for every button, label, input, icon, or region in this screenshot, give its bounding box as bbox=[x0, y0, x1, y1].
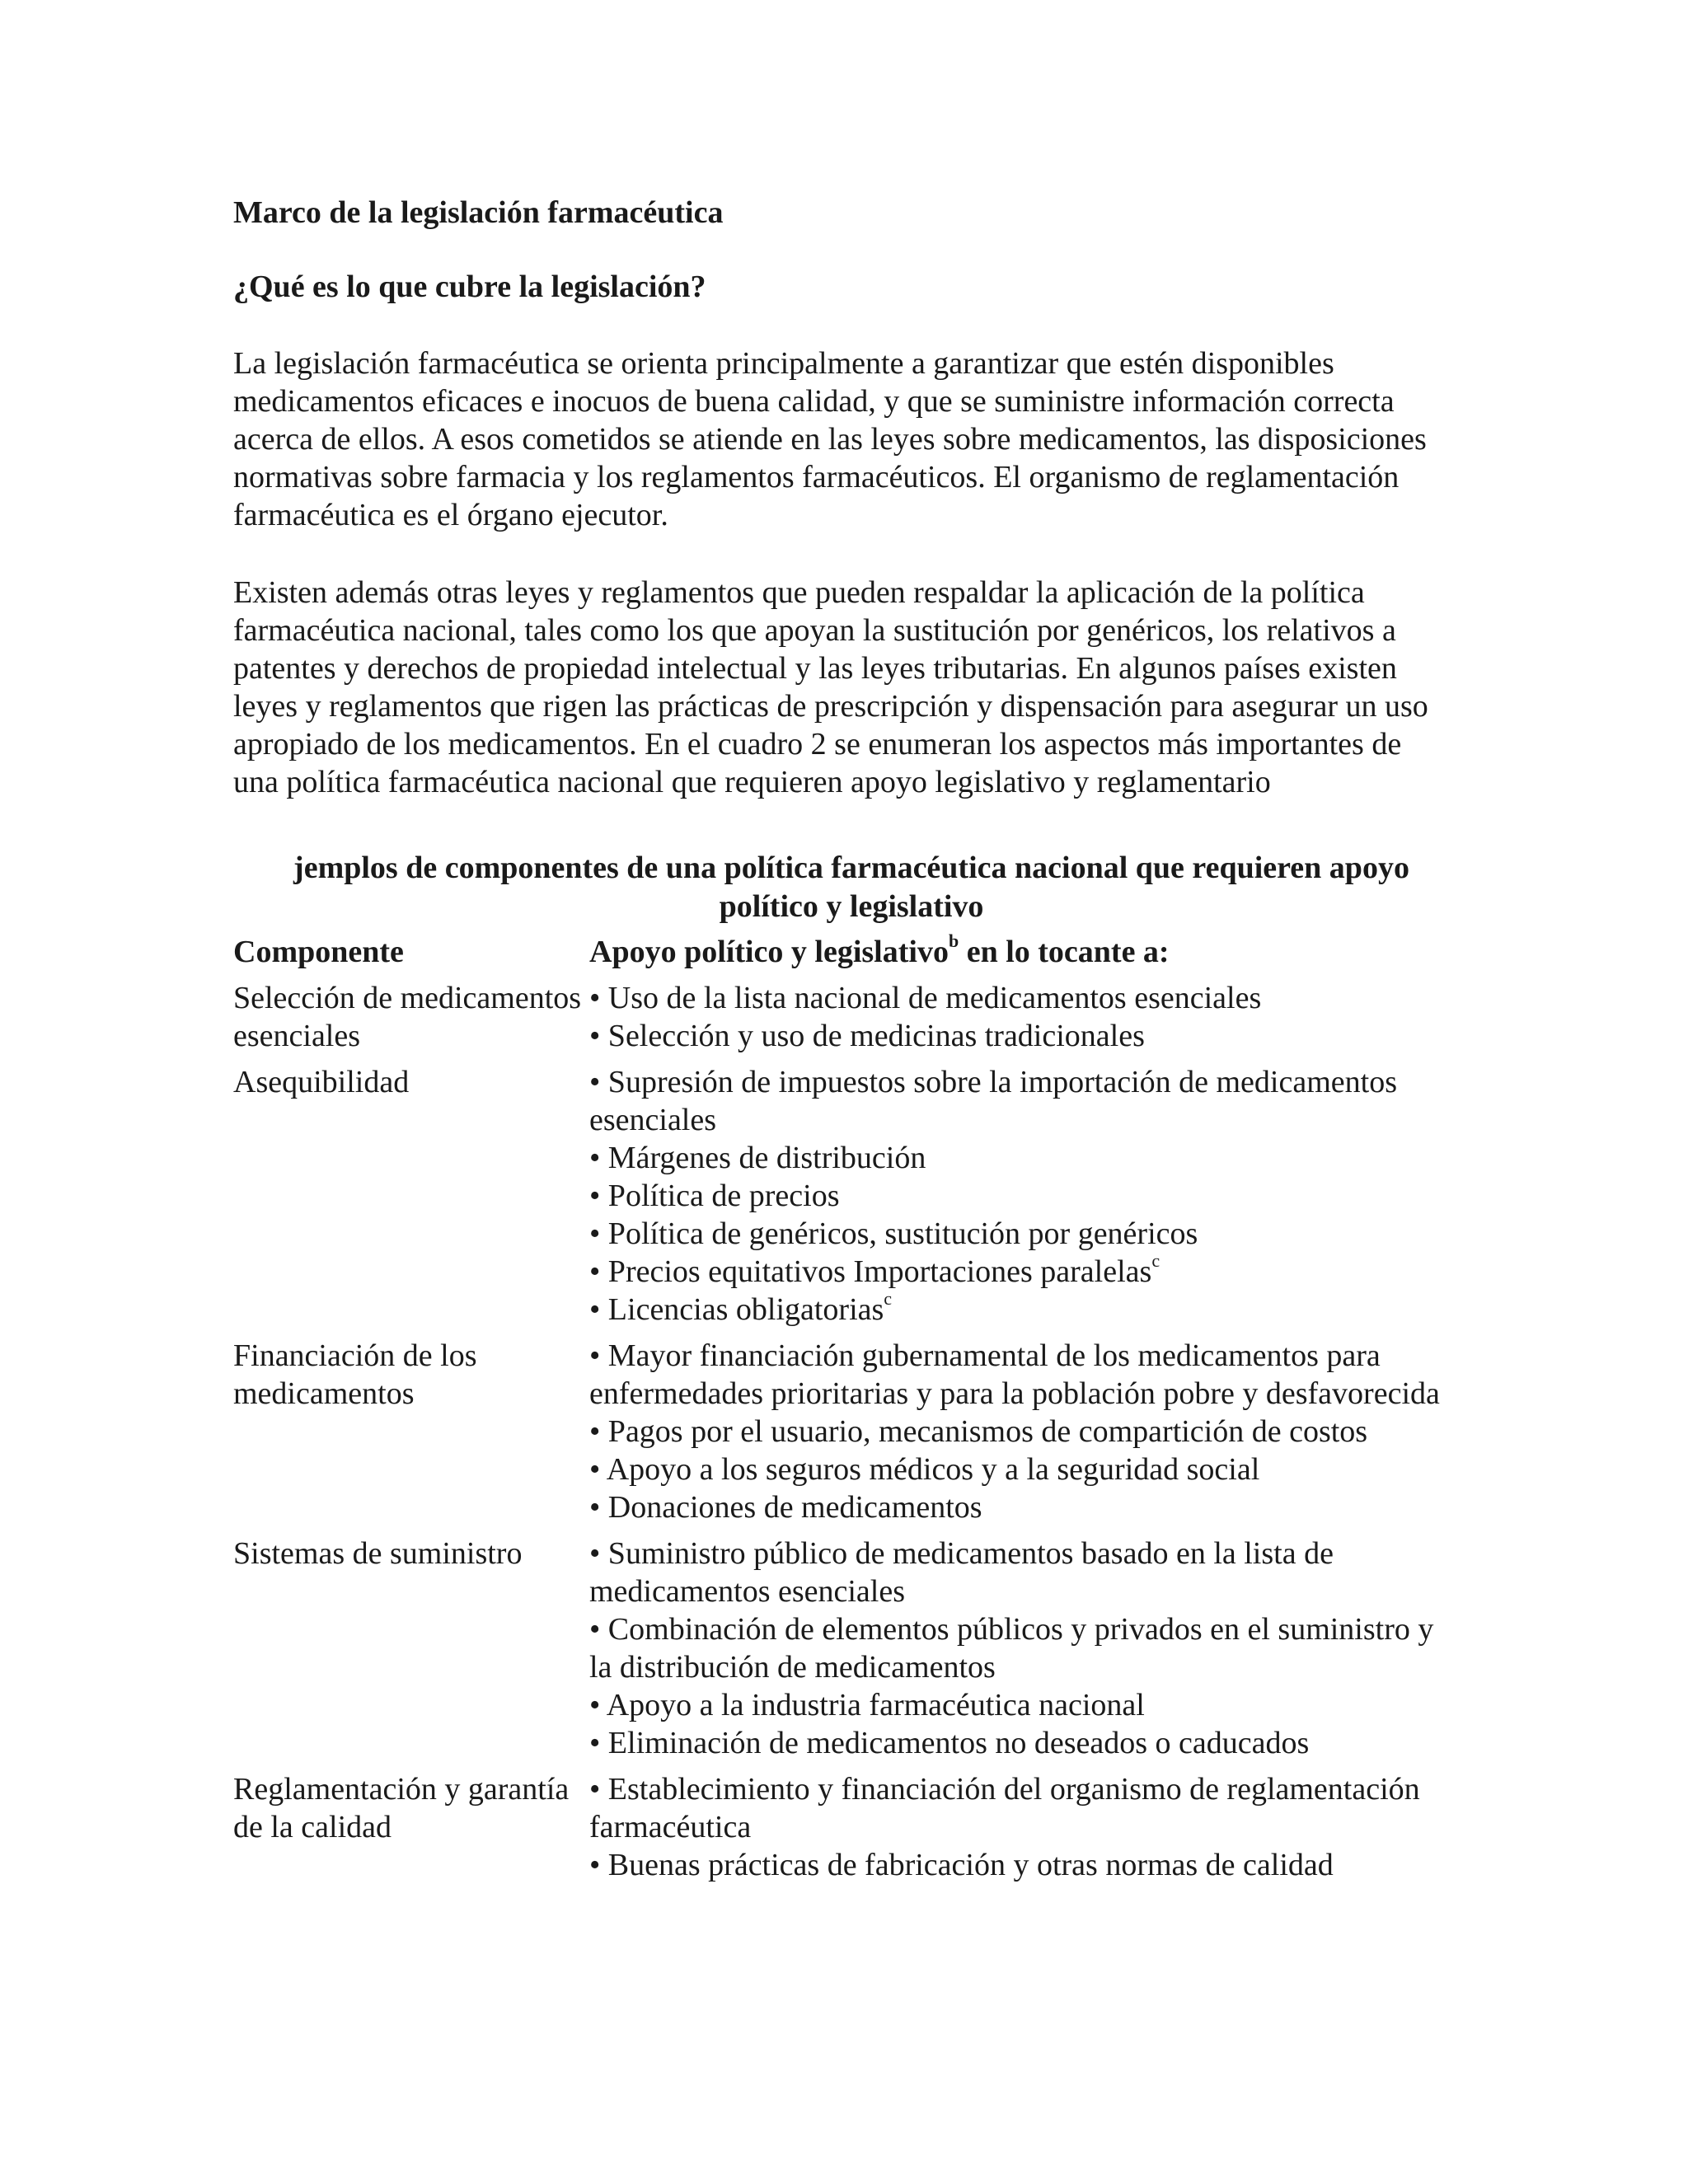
support-item-text: • Suministro público de medicamentos basado en la lista de medicamentos esenciales bbox=[589, 1536, 1334, 1609]
support-item bbox=[589, 1215, 1453, 1253]
header-support-suffix: en lo tocante a: bbox=[959, 935, 1170, 969]
support-cell bbox=[589, 1770, 1453, 1884]
support-item-text: • Combinación de elementos públicos y privados en el suministro y la distribución de medicamentos bbox=[589, 1612, 1434, 1685]
component-cell: Sistemas de suministro bbox=[233, 1536, 523, 1571]
support-item-text: • Uso de la lista nacional de medicamentos esenciales bbox=[589, 981, 1262, 1015]
table-title: jemplos de componentes de una política farmacéutica nacional que requieren apoyo político y legislativo bbox=[293, 851, 1409, 924]
document-page bbox=[233, 188, 1453, 1892]
support-item-text: • Política de precios bbox=[589, 1179, 840, 1213]
component-cell: Selección de medicamentos esenciales bbox=[233, 981, 582, 1053]
paragraph-2: Existen además otras leyes y reglamentos que pueden respaldar la aplicación de la política farmacéutica nacional, tales como los que apoyan la sustitución por genéricos, los relativos a patentes y derechos de propiedad intelectual y las leyes tributarias. En algunos países existen leyes y reglamentos que rigen las prácticas de prescripción y dispensación para asegurar un uso apropiado de los medicamentos. En el cuadro 2 se enumeran los aspectos más importantes de una política farmacéutica nacional que requieren apoyo legislativo y reglamentario bbox=[233, 575, 1428, 799]
support-cell bbox=[589, 1337, 1453, 1526]
support-item-text: • Precios equitativos Importaciones paralelas bbox=[589, 1254, 1152, 1289]
support-item-text: • Pagos por el usuario, mecanismos de compartición de costos bbox=[589, 1414, 1368, 1449]
footnote-mark: c bbox=[884, 1288, 893, 1310]
support-item bbox=[589, 979, 1453, 1017]
support-item bbox=[589, 1139, 1453, 1177]
table-row bbox=[233, 1337, 1453, 1526]
components-table bbox=[233, 930, 1453, 1884]
support-item-text: • Supresión de impuestos sobre la importación de medicamentos esenciales bbox=[589, 1065, 1397, 1137]
header-footnote-mark: b bbox=[948, 930, 959, 952]
support-item bbox=[589, 1610, 1453, 1686]
support-item bbox=[589, 1686, 1453, 1724]
table-row bbox=[233, 1063, 1453, 1329]
support-item-text: • Márgenes de distribución bbox=[589, 1141, 926, 1175]
support-item bbox=[589, 1017, 1453, 1055]
header-support bbox=[589, 930, 1453, 971]
support-item-text: • Licencias obligatorias bbox=[589, 1292, 884, 1327]
table-body bbox=[233, 979, 1453, 1884]
header-support-label: Apoyo político y legislativo bbox=[589, 935, 949, 969]
support-item-text: • Selección y uso de medicinas tradicionales bbox=[589, 1019, 1145, 1053]
support-item bbox=[589, 1451, 1453, 1488]
section-heading: ¿Qué es lo que cubre la legislación? bbox=[233, 269, 706, 304]
support-item bbox=[589, 1177, 1453, 1215]
support-item bbox=[589, 1337, 1453, 1413]
table-row bbox=[233, 1535, 1453, 1762]
footnote-mark: c bbox=[1151, 1250, 1160, 1272]
component-cell: Asequibilidad bbox=[233, 1065, 410, 1099]
component-cell: Reglamentación y garantía de la calidad bbox=[233, 1772, 570, 1844]
support-item bbox=[589, 1724, 1453, 1762]
support-item-text: • Apoyo a los seguros médicos y a la seguridad social bbox=[589, 1452, 1260, 1487]
support-cell bbox=[589, 1535, 1453, 1762]
support-item-text: • Apoyo a la industria farmacéutica nacional bbox=[589, 1688, 1145, 1722]
support-cell bbox=[589, 1063, 1453, 1329]
support-item-text: • Buenas prácticas de fabricación y otras normas de calidad bbox=[589, 1848, 1334, 1882]
component-cell: Financiación de los medicamentos bbox=[233, 1338, 477, 1411]
document-title: Marco de la legislación farmacéutica bbox=[233, 195, 724, 230]
support-item bbox=[589, 1535, 1453, 1610]
support-item-text: • Política de genéricos, sustitución por genéricos bbox=[589, 1216, 1198, 1251]
support-item-text: • Donaciones de medicamentos bbox=[589, 1490, 982, 1525]
support-item-text: • Mayor financiación gubernamental de los medicamentos para enfermedades prioritarias y para la población pobre y desfavorecida bbox=[589, 1338, 1440, 1411]
support-item-text: • Establecimiento y financiación del organismo de reglamentación farmacéutica bbox=[589, 1772, 1420, 1844]
paragraph-1: La legislación farmacéutica se orienta principalmente a garantizar que estén disponibles medicamentos eficaces e inocuos de buena calidad, y que se suministre información correcta acerca de ellos. A esos cometidos se atiende en las leyes sobre medicamentos, las disposiciones normativas sobre farmacia y los reglamentos farmacéuticos. El organismo de reglamentación farmacéutica es el órgano ejecutor. bbox=[233, 346, 1427, 532]
support-item-text: • Eliminación de medicamentos no deseados o caducados bbox=[589, 1726, 1310, 1760]
header-component: Componente bbox=[233, 935, 404, 969]
support-item bbox=[589, 1063, 1453, 1139]
support-item bbox=[589, 1413, 1453, 1451]
table-row bbox=[233, 979, 1453, 1055]
table-header-row bbox=[233, 930, 1453, 971]
support-item bbox=[589, 1288, 1453, 1329]
support-item bbox=[589, 1770, 1453, 1846]
table-row bbox=[233, 1770, 1453, 1884]
support-item bbox=[589, 1846, 1453, 1884]
support-cell bbox=[589, 979, 1453, 1055]
support-item bbox=[589, 1488, 1453, 1526]
support-item bbox=[589, 1250, 1453, 1291]
